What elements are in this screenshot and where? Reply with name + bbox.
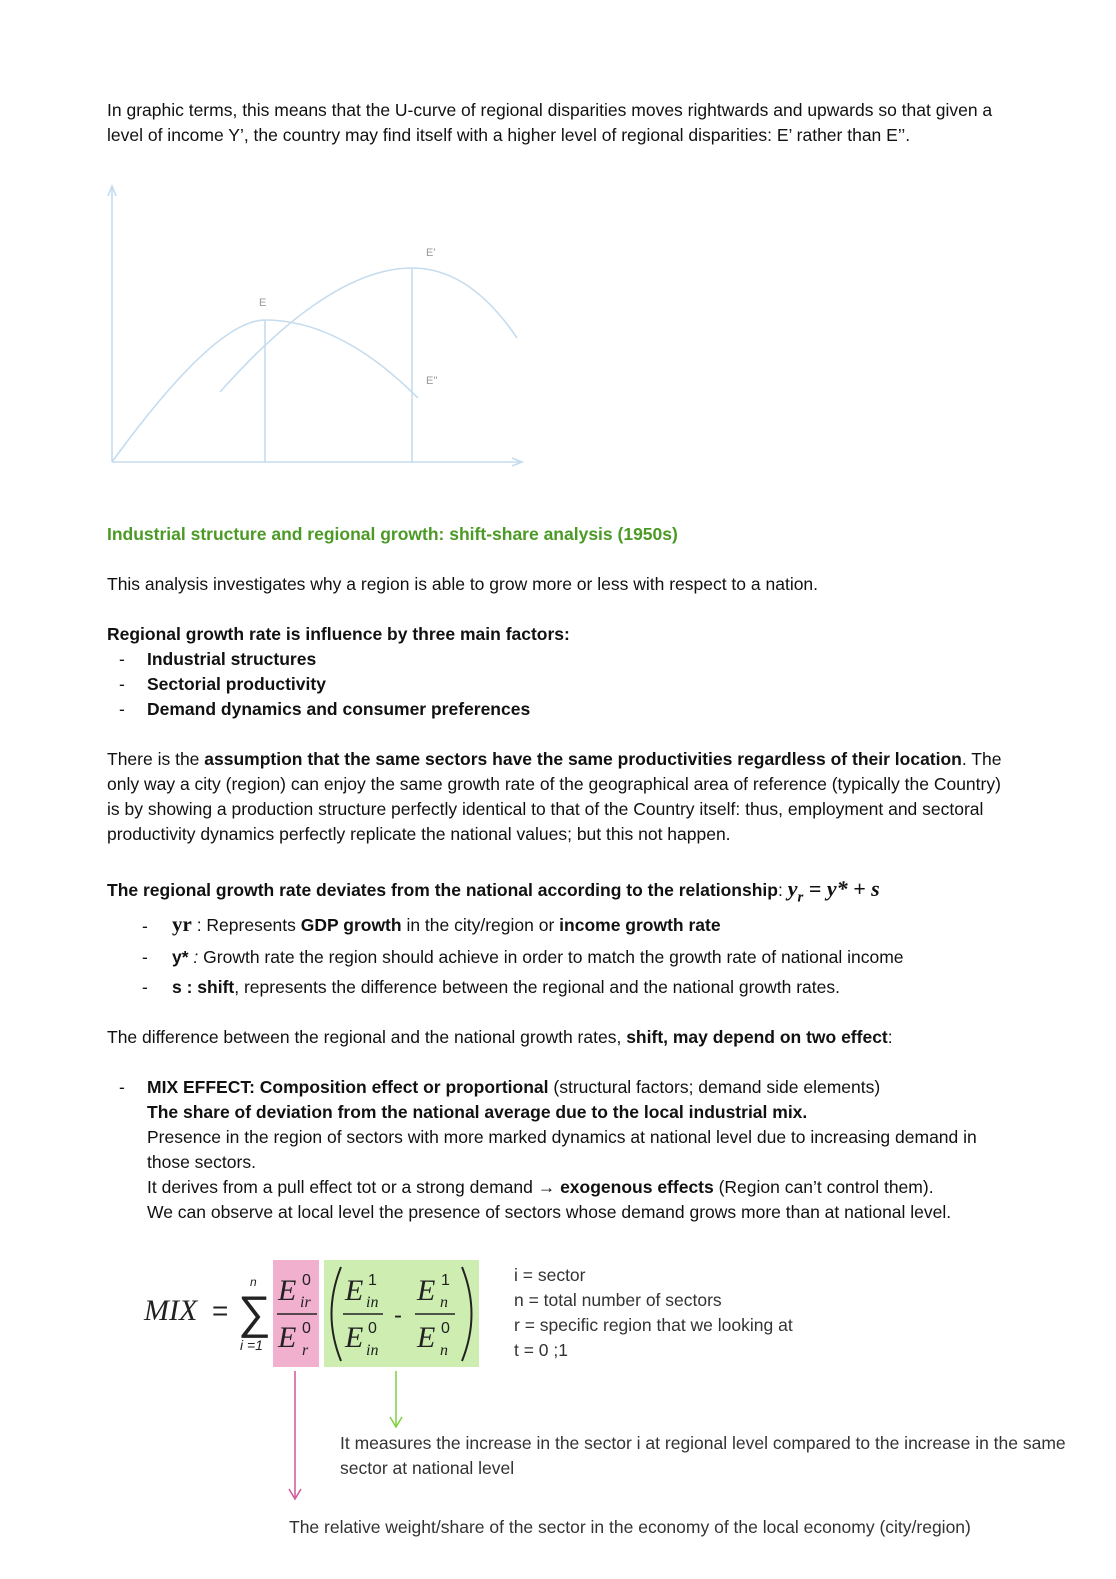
mix-derives-pre: It derives from a pull effect tot or a strong demand → [147, 1177, 561, 1197]
definition-text: : [188, 947, 204, 967]
formula-rest: = y* + s [803, 876, 880, 901]
list-bullet: - [119, 699, 125, 719]
sum-upper-limit: n [250, 1275, 257, 1289]
label-E-double-prime: E'' [426, 375, 438, 387]
assumption-post: . The only way a city (region) can enjoy the same growth rate of the geographical area of reference (typically the Country) is by showing a production structure perfectly identical to that of the Country itself: thus, employment and sectoral productivity dynamics perfectly replicate the national values; but this not happen. [107, 749, 1002, 844]
assumption-bold: assumption that the same sectors have the same productivities regardless of their location [204, 749, 962, 769]
superscript: 0 [302, 1272, 311, 1289]
list-bullet: - [142, 916, 148, 936]
mix-title-bold: MIX EFFECT: Composition effect or proportional [147, 1077, 549, 1097]
definition-bold: GDP growth [300, 915, 402, 935]
legend-item: i = sector [514, 1265, 586, 1285]
superscript: 0 [368, 1320, 377, 1337]
definition-text: : Represents [191, 915, 301, 935]
E-symbol: E [278, 1274, 297, 1307]
definition-symbol: yr [172, 912, 192, 936]
relationship-text: The regional growth rate deviates from the national according to the relationship [107, 880, 778, 900]
difference-sentence [107, 1025, 1007, 1050]
subscript: ir [300, 1294, 311, 1311]
superscript: 1 [368, 1272, 377, 1289]
mix-title-rest: (structural factors; demand side elements) [548, 1077, 881, 1097]
factors-heading: Regional growth rate is influence by three main factors: [107, 624, 570, 644]
equals-sign: = [212, 1295, 229, 1326]
E-symbol: E [417, 1274, 436, 1307]
E-symbol: E [345, 1274, 364, 1307]
relationship-colon: : [777, 880, 783, 900]
assumption-pre: There is the [107, 749, 205, 769]
difference-bold: shift, may depend on two effect [626, 1027, 888, 1047]
mix-share-bold: The share of deviation from the national average due to the local industrial mix. [147, 1102, 808, 1122]
definition-symbol: y* [172, 947, 189, 967]
mix-observe: We can observe at local level the presence of sectors whose demand grows more than at national level. [147, 1202, 952, 1222]
legend-item: n = total number of sectors [514, 1290, 722, 1310]
superscript: 1 [441, 1272, 450, 1289]
mix-derives-bold: exogenous effects [560, 1177, 714, 1197]
section-heading: Industrial structure and regional growth: shift-share analysis (1950s) [107, 524, 678, 544]
list-bullet: - [119, 674, 125, 694]
E-symbol: E [345, 1321, 364, 1354]
difference-post: : [887, 1027, 893, 1047]
subscript: in [366, 1342, 379, 1359]
mix-effect-block [147, 1075, 1007, 1225]
list-bullet: - [119, 649, 125, 669]
analysis-intro: This analysis investigates why a region is able to grow more or less with respect to a nation. [107, 574, 819, 594]
assumption-paragraph [107, 747, 1007, 847]
definition-text: in the city/region or [401, 915, 560, 935]
mix-presence: Presence in the region of sectors with more marked dynamics at national level due to increasing demand in those sectors. [147, 1127, 977, 1172]
mix-share [147, 1100, 1007, 1125]
relationship-line [107, 876, 1067, 910]
list-item: Demand dynamics and consumer preferences [147, 699, 531, 719]
superscript: 0 [302, 1320, 311, 1337]
list-bullet: - [142, 947, 148, 967]
sum-sign: ∑ [238, 1286, 271, 1338]
E-symbol: E [278, 1321, 297, 1354]
formula-subscript-r: r [797, 889, 804, 906]
E-symbol: E [417, 1321, 436, 1354]
definition-shift [172, 975, 1052, 1000]
mix-derives [147, 1175, 1007, 1200]
relationship-formula [787, 876, 880, 906]
minus-sign: - [394, 1302, 402, 1329]
definition-yr [172, 912, 1052, 938]
label-E: E [259, 297, 267, 309]
mix-title [147, 1075, 1007, 1100]
pink-arrow-note: The relative weight/share of the sector in the economy of the local economy (city/region) [289, 1517, 971, 1537]
label-E-prime: E' [426, 247, 436, 259]
list-bullet: - [142, 977, 148, 997]
definition-text: Growth rate the region should achieve in order to match the growth rate of national income [203, 947, 904, 967]
sum-lower-limit: i =1 [240, 1337, 263, 1353]
definition-y-star [172, 945, 1052, 970]
superscript: 0 [441, 1320, 450, 1337]
green-arrow-note: It measures the increase in the sector i at regional level compared to the increase in the same sector at national level [340, 1433, 1066, 1478]
mix-label: MIX [144, 1294, 198, 1327]
subscript: n [440, 1294, 448, 1311]
subscript: n [440, 1342, 448, 1359]
definition-symbol: s : shift [172, 977, 235, 997]
regional-disparities-diagram [100, 180, 540, 475]
legend-item: r = specific region that we looking at [514, 1315, 793, 1335]
subscript: r [302, 1342, 309, 1359]
definition-text: , represents the difference between the regional and the national growth rates. [234, 977, 841, 997]
intro-paragraph: In graphic terms, this means that the U-curve of regional disparities moves rightwards and upwards so that given a level of income Y’, the country may find itself with a higher level of regional disparities: E’ rather than E’’. [107, 100, 993, 145]
formula-legend [514, 1263, 793, 1363]
list-item: Sectorial productivity [147, 674, 326, 694]
list-item: Industrial structures [147, 649, 317, 669]
subscript: in [366, 1294, 379, 1311]
formula-y: y [787, 876, 798, 901]
mix-derives-post: (Region can’t control them). [713, 1177, 934, 1197]
difference-pre: The difference between the regional and the national growth rates, [107, 1027, 627, 1047]
definition-bold: income growth rate [559, 915, 721, 935]
list-bullet: - [119, 1077, 125, 1097]
legend-item: t = 0 ;1 [514, 1340, 568, 1360]
